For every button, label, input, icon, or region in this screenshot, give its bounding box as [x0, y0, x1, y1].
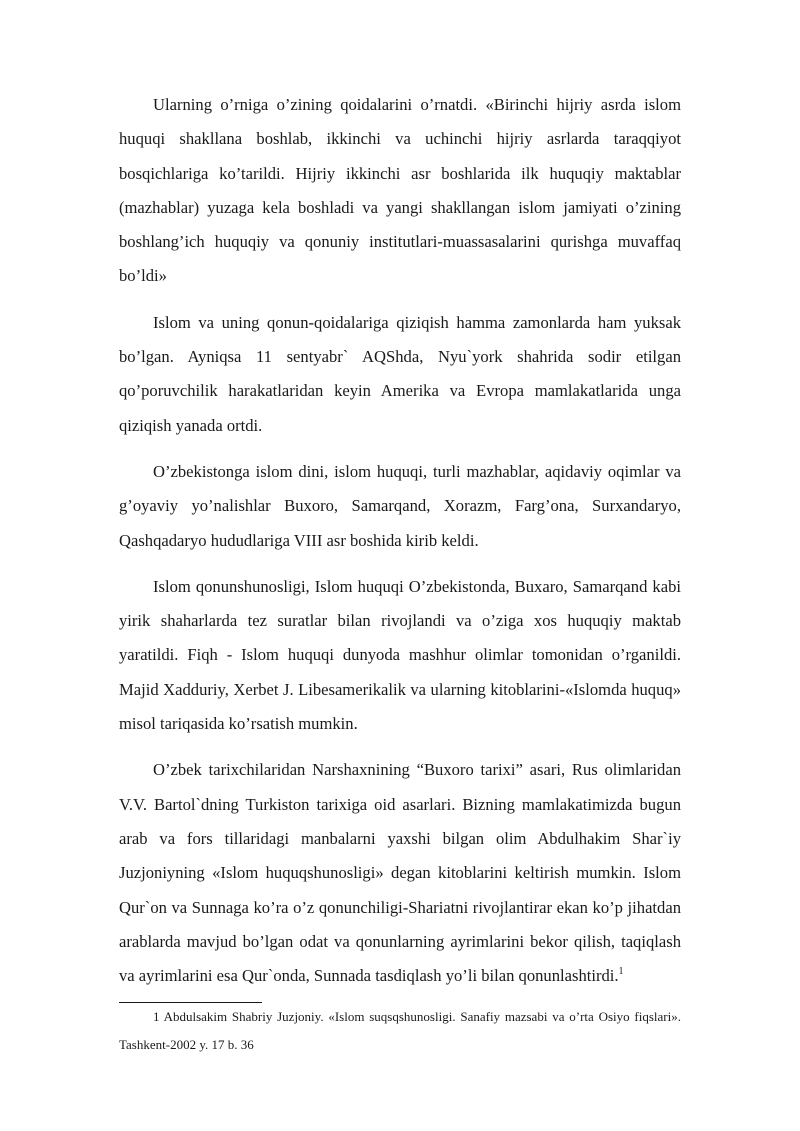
footnote-reference[interactable]: 1 [618, 966, 624, 978]
paragraph-2: Islom va uning qonun-qoidalariga qiziqish hamma zamonlarda ham yuksak bo’lgan. Ayniqsa 11 sentyabr` AQShda, Nyu`york shahrida sodir etilgan qo’poruvchilik harakatlaridan keyin Amerika va Evropa mamlakatlarida unga qiziqish yanada ortdi. [119, 312, 681, 435]
paragraph-1: Ularning o’rniga o’zining qoidalarini o’rnatdi. «Birinchi hijriy asrda islom huquqi shakllana boshlab, ikkinchi va uchinchi hijriy asrlarda taraqqiyot bosqichlariga ko’tarildi. Hijriy ikkinchi asr boshlarida ilk huquqiy maktablar (mazhablar) yuzaga kela boshladi va yangi shakllangan islom jamiyati o’zining boshlang’ich huquqiy va qonuniy institutlari-muassasalarini qurishga muvaffaq bo’ldi» [119, 95, 681, 286]
paragraph-5 [119, 753, 681, 993]
document-page [119, 88, 681, 1059]
paragraph-5-text: O’zbek tarixchilaridan Narshaxnining “Buxoro tarixi” asari, Rus olimlaridan V.V. Bartol`dning Turkiston tarixiga oid asarlari. Bizning mamlakatimizda bugun arab va fors tillaridagi manbalarni yaxshi bilgan olim Abdulhakim Shar`iy Juzjoniyning «Islom huquqshunosligi» degan kitoblarini keltirish mumkin. Islom Qur`on va Sunnaga ko’ra o’z qonunchiligi-Shariatni rivojlantirar ekan ko’p jihatdan arablarda mavjud bo’lgan odat va qonunlarning ayrimlarini bekor qilish, taqiqlash va ayrimlarini esa Qur`onda, Sunnada tasdiqlash yo’li bilan qonunlashtirdi. [119, 760, 681, 986]
paragraph-4: Islom qonunshunosligi, Islom huquqi O’zbekistonda, Buxaro, Samarqand kabi yirik shaharlarda tez suratlar bilan rivojlandi va o’ziga xos huquqiy maktab yaratildi. Fiqh - Islom huquqi dunyoda mashhur olimlar tomonidan o’rganildi. Majid Xadduriy, Xerbet J. Libesamerikalik va ularning kitoblarini-«Islomda huquq» misol tariqasida ko’rsatish mumkin. [119, 576, 681, 734]
footnote: 1 Abdulsakim Shabriy Juzjoniy. «Islom suqsqshunosligi. Sanafiy mazsabi va o’rta Osiyo fiqslari». Tashkent-2002 y. 17 b. 36 [119, 1009, 681, 1053]
paragraph-3: O’zbekistonga islom dini, islom huquqi, turli mazhablar, aqidaviy oqimlar va g’oyaviy yo’nalishlar Buxoro, Samarqand, Xorazm, Farg’ona, Surxandaryo, Qashqadaryo hududlariga VIII asr boshida kirib keldi. [119, 461, 681, 550]
